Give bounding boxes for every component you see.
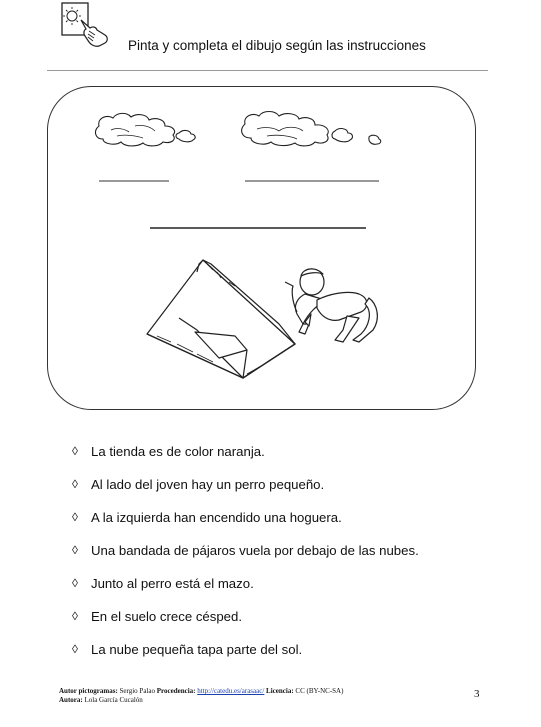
page-number: 3 (474, 688, 480, 700)
diamond-bullet-icon: ◊ (72, 510, 78, 524)
list-item (72, 443, 492, 476)
footer-autora: Lola García Cucalón (84, 696, 143, 704)
instructions-list (72, 443, 492, 674)
page-title: Pinta y completa el dibujo según las instrucciones (128, 38, 426, 53)
header-divider (47, 70, 488, 71)
footer-author-label: Autor pictogramas: (59, 687, 118, 695)
footer-credits (59, 687, 343, 705)
instruction-text: La nube pequeña tapa parte del sol. (91, 642, 303, 657)
boy-icon (285, 269, 377, 342)
footer-line-2 (59, 696, 343, 705)
footer-autora-label: Autora: (59, 696, 83, 704)
cloud-icon (96, 113, 196, 146)
diamond-bullet-icon: ◊ (72, 477, 78, 491)
hand-drawing-pictogram-icon (59, 2, 111, 48)
list-item (72, 542, 492, 575)
instruction-text: Junto al perro está el mazo. (91, 576, 254, 591)
footer-author: Sergio Palao (119, 687, 155, 695)
instruction-text: En el suelo crece césped. (91, 609, 243, 624)
list-item (72, 509, 492, 542)
diamond-bullet-icon: ◊ (72, 576, 78, 590)
diamond-bullet-icon: ◊ (72, 642, 78, 656)
cloud-icon (242, 112, 381, 146)
footer-source-label: Procedencia: (156, 687, 196, 695)
instruction-text: Al lado del joven hay un perro pequeño. (91, 477, 325, 492)
footer-license: CC (BY-NC-SA) (295, 687, 344, 695)
footer-source-link[interactable]: http://catedu.es/arasaac/ (197, 687, 265, 695)
instruction-text: Una bandada de pájaros vuela por debajo de las nubes. (91, 543, 419, 558)
list-item (72, 575, 492, 608)
diamond-bullet-icon: ◊ (72, 609, 78, 623)
tent-icon (147, 260, 295, 378)
list-item (72, 476, 492, 509)
diamond-bullet-icon: ◊ (72, 543, 78, 557)
footer-line-1 (59, 687, 343, 696)
list-item (72, 608, 492, 641)
instruction-text: A la izquierda han encendido una hoguera. (91, 510, 342, 525)
instruction-text: La tienda es de color naranja. (91, 444, 265, 459)
list-item (72, 641, 492, 674)
footer-license-label: Licencia: (266, 687, 294, 695)
diamond-bullet-icon: ◊ (72, 444, 78, 458)
drawing-area (47, 86, 476, 410)
